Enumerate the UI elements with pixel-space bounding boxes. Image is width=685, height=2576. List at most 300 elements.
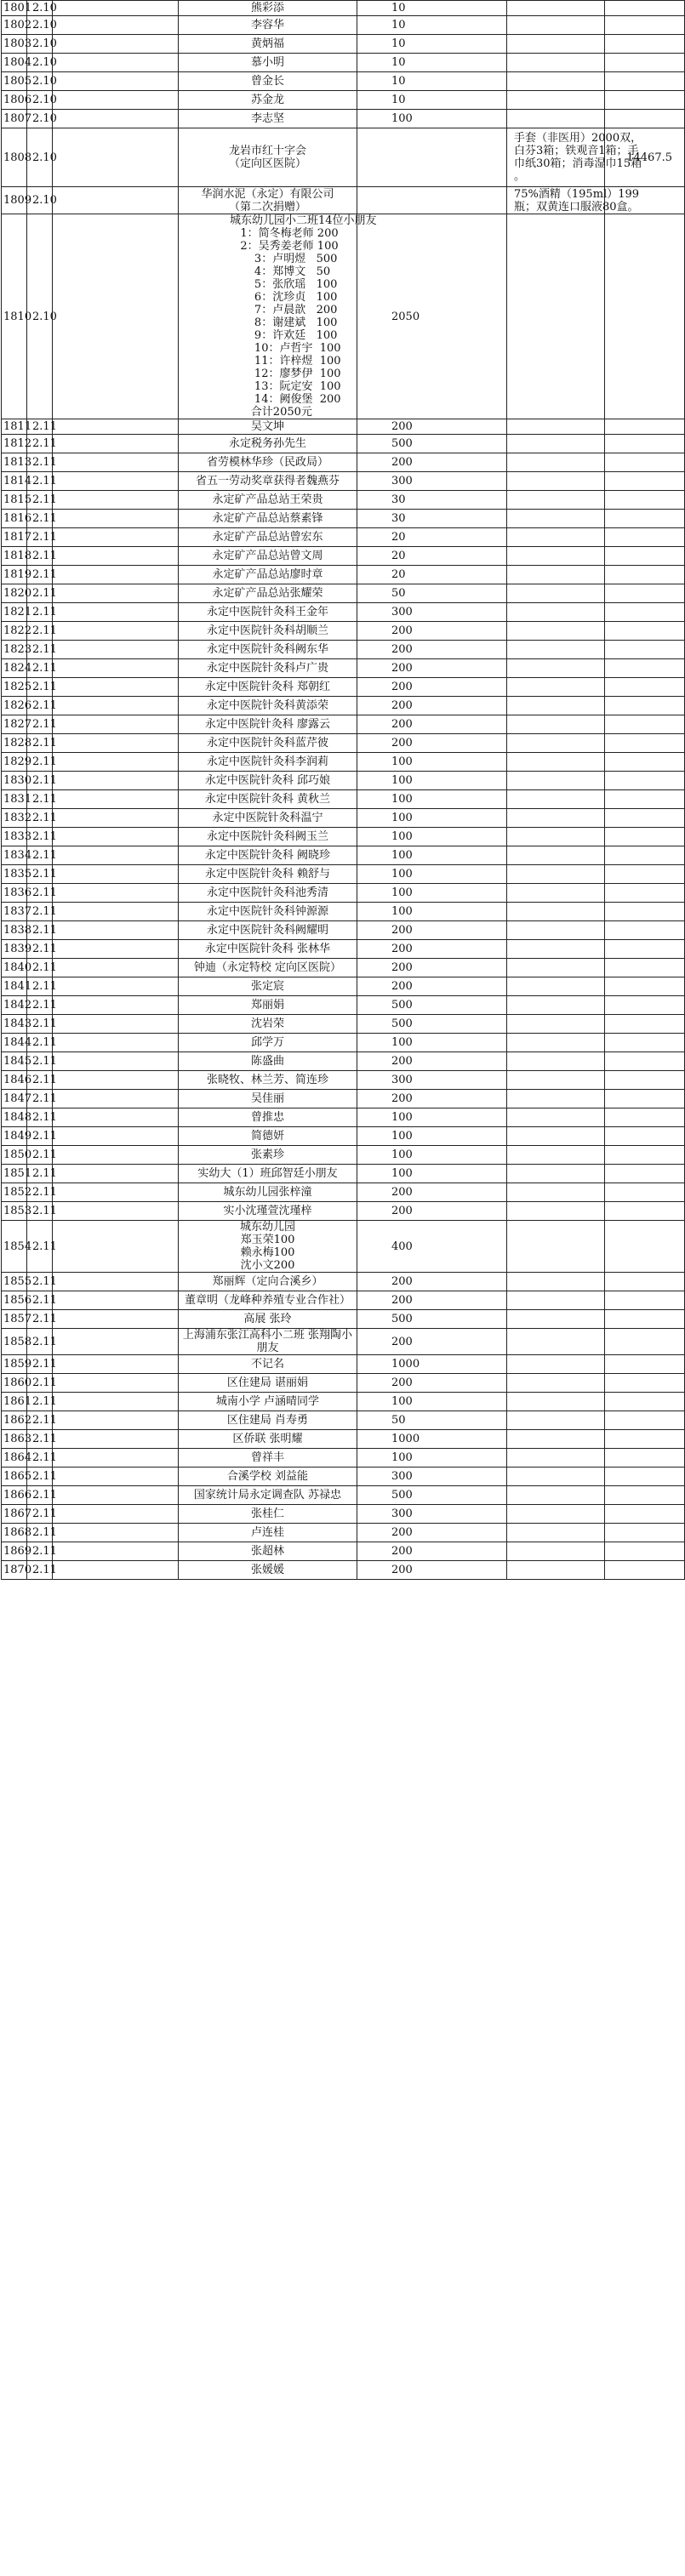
row-goods — [507, 1273, 605, 1291]
row-date: 2.11 — [27, 1542, 53, 1561]
row-date: 2.11 — [27, 715, 53, 734]
row-donor: 郑丽辉（定向合溪乡） — [179, 1273, 357, 1291]
row-goods-value — [605, 715, 685, 734]
row-goods-value — [605, 584, 685, 603]
row-donor: 永定税务孙先生 — [179, 435, 357, 453]
row-number: 1820 — [2, 584, 27, 603]
row-empty — [53, 641, 179, 659]
row-empty — [53, 16, 179, 35]
row-date: 2.11 — [27, 566, 53, 584]
row-empty — [53, 54, 179, 72]
row-goods-value — [605, 547, 685, 566]
row-date: 2.11 — [27, 753, 53, 772]
row-date: 2.11 — [27, 1108, 53, 1127]
row-date: 2.10 — [27, 128, 53, 187]
table-row — [2, 1, 685, 16]
row-number: 1861 — [2, 1393, 27, 1411]
table-row — [2, 110, 685, 128]
row-number: 1809 — [2, 187, 27, 214]
table-row — [2, 1524, 685, 1542]
row-goods-value — [605, 977, 685, 996]
row-goods — [507, 54, 605, 72]
row-goods-value — [605, 1468, 685, 1486]
row-donor: 沈岩荣 — [179, 1015, 357, 1034]
row-donor: 永定中医院针灸科阙耀明 — [179, 921, 357, 940]
row-number: 1850 — [2, 1146, 27, 1165]
row-donor: 上海浦东张江高科小二班 张翔陶小朋友 — [179, 1329, 357, 1355]
table-row — [2, 715, 685, 734]
row-goods-value — [605, 435, 685, 453]
row-goods-value — [605, 641, 685, 659]
row-date: 2.11 — [27, 453, 53, 472]
row-empty — [53, 734, 179, 753]
row-number: 1816 — [2, 510, 27, 528]
row-number: 1804 — [2, 54, 27, 72]
row-goods-value — [605, 1146, 685, 1165]
row-date: 2.11 — [27, 1071, 53, 1090]
row-donor: 苏金龙 — [179, 91, 357, 110]
row-date: 2.11 — [27, 1393, 53, 1411]
row-goods — [507, 846, 605, 865]
table-row — [2, 1273, 685, 1291]
row-goods-value: 14467.5 — [605, 128, 685, 187]
row-number: 1846 — [2, 1071, 27, 1090]
table-row — [2, 1071, 685, 1090]
row-number: 1865 — [2, 1468, 27, 1486]
row-goods-value — [605, 1430, 685, 1449]
table-row — [2, 72, 685, 91]
table-row — [2, 1542, 685, 1561]
row-date: 2.11 — [27, 697, 53, 715]
row-date: 2.11 — [27, 1015, 53, 1034]
row-goods-value — [605, 734, 685, 753]
row-goods-value — [605, 1449, 685, 1468]
row-goods — [507, 641, 605, 659]
row-goods-value — [605, 1165, 685, 1183]
row-empty — [53, 1505, 179, 1524]
row-goods-value — [605, 419, 685, 435]
row-donor: 陈盛曲 — [179, 1052, 357, 1071]
row-number: 1806 — [2, 91, 27, 110]
row-donor: 郑丽娟 — [179, 996, 357, 1015]
row-goods — [507, 72, 605, 91]
row-date: 2.11 — [27, 1505, 53, 1524]
row-donor: 慕小明 — [179, 54, 357, 72]
row-goods — [507, 566, 605, 584]
row-number: 1857 — [2, 1310, 27, 1329]
row-donor: 不记名 — [179, 1355, 357, 1374]
row-donor: 永定中医院针灸科 郑朝红 — [179, 678, 357, 697]
row-amount: 200 — [357, 622, 507, 641]
row-number: 1805 — [2, 72, 27, 91]
row-empty — [53, 772, 179, 790]
row-donor: 城东幼儿园小二班14位小朋友 1：简冬梅老师 200 2：吴秀姜老师 100 3：卢明煜 500 4：郑博文 50 5：张欣瑶 100 6：沈珍贞 100 7：卢晨歆 200 8：谢建斌 100 9：许欢廷 100 10：卢哲宇 100 11：许梓煜 100 12：廖梦伊 100 13：阮定安 100 14：阙俊堡 200 合计2050元 — [179, 214, 357, 419]
donation-table-body — [2, 1, 685, 1580]
row-empty — [53, 959, 179, 977]
row-amount: 200 — [357, 1273, 507, 1291]
row-number: 1844 — [2, 1034, 27, 1052]
row-date: 2.11 — [27, 1127, 53, 1146]
row-date: 2.10 — [27, 110, 53, 128]
row-goods-value — [605, 1291, 685, 1310]
row-donor: 永定矿产品总站曾文周 — [179, 547, 357, 566]
row-date: 2.11 — [27, 1310, 53, 1329]
table-row — [2, 1449, 685, 1468]
row-goods-value — [605, 1393, 685, 1411]
table-row — [2, 846, 685, 865]
row-goods-value — [605, 1127, 685, 1146]
table-row — [2, 1034, 685, 1052]
row-donor: 黄炳福 — [179, 35, 357, 54]
row-goods-value — [605, 72, 685, 91]
row-amount: 100 — [357, 884, 507, 903]
row-date: 2.11 — [27, 865, 53, 884]
row-goods-value — [605, 809, 685, 828]
table-row — [2, 91, 685, 110]
row-amount: 200 — [357, 678, 507, 697]
table-row — [2, 1090, 685, 1108]
row-amount: 300 — [357, 1505, 507, 1524]
row-empty — [53, 1542, 179, 1561]
row-donor: 永定矿产品总站廖时章 — [179, 566, 357, 584]
row-donor: 城东幼儿园张梓潼 — [179, 1183, 357, 1202]
row-date: 2.11 — [27, 734, 53, 753]
table-row — [2, 1108, 685, 1127]
row-number: 1815 — [2, 491, 27, 510]
row-goods — [507, 697, 605, 715]
row-number: 1814 — [2, 472, 27, 491]
row-amount: 30 — [357, 510, 507, 528]
table-row — [2, 453, 685, 472]
table-row — [2, 35, 685, 54]
row-amount: 200 — [357, 659, 507, 678]
row-empty — [53, 491, 179, 510]
row-goods — [507, 1221, 605, 1273]
row-empty — [53, 1071, 179, 1090]
row-number: 1825 — [2, 678, 27, 697]
row-goods-value — [605, 1561, 685, 1580]
row-amount: 100 — [357, 809, 507, 828]
row-donor: 邱学万 — [179, 1034, 357, 1052]
row-goods-value — [605, 1524, 685, 1542]
row-empty — [53, 697, 179, 715]
row-empty — [53, 1015, 179, 1034]
row-empty — [53, 715, 179, 734]
row-goods — [507, 1542, 605, 1561]
row-donor: 张超林 — [179, 1542, 357, 1561]
row-number: 1868 — [2, 1524, 27, 1542]
row-donor: 钟迪（永定特校 定向区医院） — [179, 959, 357, 977]
row-amount: 100 — [357, 1108, 507, 1127]
row-date: 2.10 — [27, 214, 53, 419]
row-goods — [507, 921, 605, 940]
row-amount: 500 — [357, 1486, 507, 1505]
row-amount: 500 — [357, 1015, 507, 1034]
row-goods — [507, 940, 605, 959]
row-goods-value — [605, 110, 685, 128]
row-number: 1869 — [2, 1542, 27, 1561]
row-goods-value — [605, 622, 685, 641]
row-goods — [507, 734, 605, 753]
row-donor: 永定中医院针灸科李润莉 — [179, 753, 357, 772]
row-goods-value — [605, 1, 685, 16]
row-donor: 城东幼儿园 郑玉荣100 赖永梅100 沈小文200 — [179, 1221, 357, 1273]
row-number: 1839 — [2, 940, 27, 959]
table-row — [2, 1221, 685, 1273]
row-goods-value — [605, 1329, 685, 1355]
row-date: 2.11 — [27, 1449, 53, 1468]
row-number: 1842 — [2, 996, 27, 1015]
row-number: 1864 — [2, 1449, 27, 1468]
table-row — [2, 187, 685, 214]
row-donor: 实小沈瑾萱沈瑾梓 — [179, 1202, 357, 1221]
row-goods — [507, 1561, 605, 1580]
row-goods — [507, 1430, 605, 1449]
row-donor: 张桂仁 — [179, 1505, 357, 1524]
row-date: 2.10 — [27, 187, 53, 214]
row-date: 2.11 — [27, 1146, 53, 1165]
row-number: 1835 — [2, 865, 27, 884]
row-empty — [53, 790, 179, 809]
row-date: 2.11 — [27, 622, 53, 641]
row-goods-value — [605, 472, 685, 491]
row-goods-value — [605, 921, 685, 940]
row-goods — [507, 110, 605, 128]
row-amount: 200 — [357, 1090, 507, 1108]
row-goods — [507, 1090, 605, 1108]
row-donor: 合溪学校 刘益能 — [179, 1468, 357, 1486]
row-empty — [53, 1430, 179, 1449]
row-empty — [53, 1, 179, 16]
row-date: 2.10 — [27, 1, 53, 16]
row-goods — [507, 659, 605, 678]
row-empty — [53, 1291, 179, 1310]
row-number: 1833 — [2, 828, 27, 846]
row-goods-value — [605, 697, 685, 715]
row-empty — [53, 1524, 179, 1542]
row-empty — [53, 921, 179, 940]
row-goods-value — [605, 903, 685, 921]
row-amount: 100 — [357, 1393, 507, 1411]
row-empty — [53, 603, 179, 622]
table-row — [2, 1393, 685, 1411]
row-number: 1849 — [2, 1127, 27, 1146]
row-empty — [53, 72, 179, 91]
table-row — [2, 921, 685, 940]
row-empty — [53, 510, 179, 528]
row-goods-value — [605, 16, 685, 35]
row-empty — [53, 566, 179, 584]
row-date: 2.11 — [27, 1374, 53, 1393]
row-date: 2.10 — [27, 54, 53, 72]
table-row — [2, 1411, 685, 1430]
row-amount: 2050 — [357, 214, 507, 419]
row-donor: 高展 张玲 — [179, 1310, 357, 1329]
table-row — [2, 128, 685, 187]
row-goods-value — [605, 510, 685, 528]
row-donor: 简德妍 — [179, 1127, 357, 1146]
row-date: 2.11 — [27, 1468, 53, 1486]
row-date: 2.11 — [27, 1355, 53, 1374]
row-goods-value — [605, 35, 685, 54]
row-number: 1801 — [2, 1, 27, 16]
row-amount: 100 — [357, 865, 507, 884]
row-donor: 永定矿产品总站曾宏东 — [179, 528, 357, 547]
table-row — [2, 1374, 685, 1393]
row-empty — [53, 91, 179, 110]
row-goods-value — [605, 865, 685, 884]
row-empty — [53, 977, 179, 996]
row-goods-value — [605, 1034, 685, 1052]
row-goods-value — [605, 790, 685, 809]
row-empty — [53, 1034, 179, 1052]
row-number: 1852 — [2, 1183, 27, 1202]
table-row — [2, 1183, 685, 1202]
row-number: 1843 — [2, 1015, 27, 1034]
row-number: 1870 — [2, 1561, 27, 1580]
row-number: 1829 — [2, 753, 27, 772]
row-empty — [53, 1127, 179, 1146]
row-empty — [53, 1183, 179, 1202]
row-date: 2.11 — [27, 584, 53, 603]
row-donor: 熊彩添 — [179, 1, 357, 16]
row-amount: 200 — [357, 1052, 507, 1071]
row-goods-value — [605, 566, 685, 584]
table-row — [2, 1355, 685, 1374]
row-amount: 500 — [357, 996, 507, 1015]
row-amount: 100 — [357, 828, 507, 846]
row-donor: 永定中医院针灸科池秀清 — [179, 884, 357, 903]
row-empty — [53, 1374, 179, 1393]
row-donor: 曾推忠 — [179, 1108, 357, 1127]
row-number: 1837 — [2, 903, 27, 921]
row-goods — [507, 1108, 605, 1127]
row-goods — [507, 715, 605, 734]
table-row — [2, 622, 685, 641]
row-empty — [53, 419, 179, 435]
row-goods: 75%酒精（195ml）199 瓶；双黄连口服液80盒。 — [507, 187, 605, 214]
row-goods-value — [605, 772, 685, 790]
row-number: 1841 — [2, 977, 27, 996]
row-empty — [53, 214, 179, 419]
table-row — [2, 491, 685, 510]
row-donor: 永定中医院针灸科 黄秋兰 — [179, 790, 357, 809]
row-empty — [53, 1310, 179, 1329]
row-goods — [507, 1071, 605, 1090]
row-amount: 200 — [357, 453, 507, 472]
row-donor: 永定矿产品总站王荣贵 — [179, 491, 357, 510]
row-number: 1831 — [2, 790, 27, 809]
row-goods-value — [605, 1355, 685, 1374]
table-row — [2, 977, 685, 996]
row-goods — [507, 472, 605, 491]
row-date: 2.11 — [27, 472, 53, 491]
row-donor: 区住建局 谌丽娟 — [179, 1374, 357, 1393]
row-amount: 200 — [357, 1183, 507, 1202]
row-amount: 500 — [357, 1310, 507, 1329]
table-row — [2, 1468, 685, 1486]
row-amount: 100 — [357, 110, 507, 128]
row-date: 2.11 — [27, 884, 53, 903]
row-date: 2.11 — [27, 1430, 53, 1449]
table-row — [2, 419, 685, 435]
row-date: 2.11 — [27, 959, 53, 977]
row-donor: 永定中医院针灸科卢广贵 — [179, 659, 357, 678]
row-goods-value — [605, 884, 685, 903]
row-number: 1848 — [2, 1108, 27, 1127]
row-amount: 100 — [357, 753, 507, 772]
row-empty — [53, 1449, 179, 1468]
row-date: 2.11 — [27, 678, 53, 697]
row-amount: 10 — [357, 35, 507, 54]
row-date: 2.11 — [27, 1034, 53, 1052]
row-donor: 永定中医院针灸科 赖舒与 — [179, 865, 357, 884]
row-date: 2.11 — [27, 940, 53, 959]
row-goods — [507, 828, 605, 846]
row-empty — [53, 584, 179, 603]
row-goods-value — [605, 1202, 685, 1221]
table-row — [2, 1291, 685, 1310]
row-goods — [507, 1449, 605, 1468]
row-amount: 200 — [357, 1374, 507, 1393]
row-goods — [507, 1291, 605, 1310]
row-goods — [507, 214, 605, 419]
row-number: 1853 — [2, 1202, 27, 1221]
row-donor: 永定矿产品总站蔡素锋 — [179, 510, 357, 528]
table-row — [2, 865, 685, 884]
row-goods — [507, 977, 605, 996]
row-date: 2.11 — [27, 772, 53, 790]
row-number: 1803 — [2, 35, 27, 54]
row-donor: 城南小学 卢涵晴同学 — [179, 1393, 357, 1411]
row-goods — [507, 1393, 605, 1411]
table-row — [2, 1486, 685, 1505]
row-number: 1851 — [2, 1165, 27, 1183]
row-goods — [507, 865, 605, 884]
table-row — [2, 584, 685, 603]
row-amount: 200 — [357, 419, 507, 435]
table-row — [2, 828, 685, 846]
row-goods-value — [605, 828, 685, 846]
row-amount: 100 — [357, 903, 507, 921]
donation-table — [1, 0, 685, 1580]
row-empty — [53, 903, 179, 921]
row-donor: 吴文坤 — [179, 419, 357, 435]
table-row — [2, 734, 685, 753]
row-number: 1834 — [2, 846, 27, 865]
row-goods — [507, 528, 605, 547]
row-empty — [53, 1468, 179, 1486]
row-empty — [53, 547, 179, 566]
row-amount: 100 — [357, 1127, 507, 1146]
row-donor: 张素珍 — [179, 1146, 357, 1165]
row-number: 1823 — [2, 641, 27, 659]
row-goods — [507, 1034, 605, 1052]
row-date: 2.11 — [27, 510, 53, 528]
table-row — [2, 1505, 685, 1524]
row-number: 1866 — [2, 1486, 27, 1505]
row-amount: 400 — [357, 1221, 507, 1273]
row-date: 2.11 — [27, 790, 53, 809]
row-number: 1832 — [2, 809, 27, 828]
row-amount: 1000 — [357, 1355, 507, 1374]
row-goods-value — [605, 1505, 685, 1524]
table-row — [2, 510, 685, 528]
row-amount: 200 — [357, 940, 507, 959]
row-goods: 手套（非医用）2000双， 白芬3箱；铁观音1箱；手 巾纸30箱；消毒湿巾15箱 。 — [507, 128, 605, 187]
row-empty — [53, 1146, 179, 1165]
row-donor: 永定中医院针灸科 邱巧娘 — [179, 772, 357, 790]
